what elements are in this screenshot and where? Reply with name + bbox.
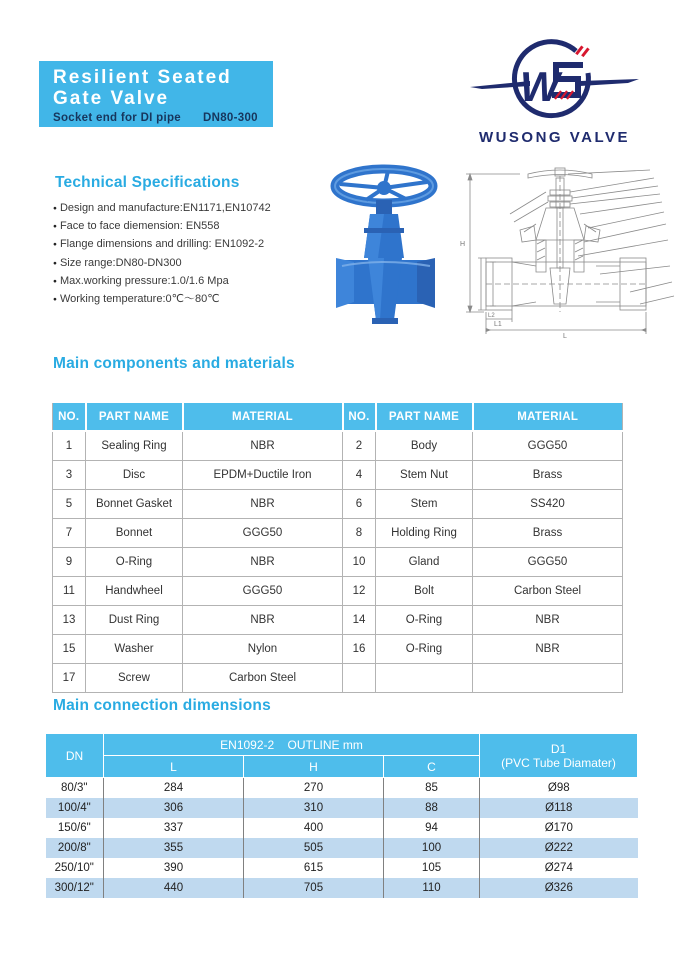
table-cell: 5 — [53, 490, 86, 519]
column-header: PART NAME — [376, 403, 473, 431]
table-cell: 88 — [384, 798, 480, 818]
table-cell: O-Ring — [86, 548, 183, 577]
table-cell: 400 — [244, 818, 384, 838]
product-title-line1: Resilient Seated — [53, 67, 232, 88]
table-cell: Bolt — [376, 577, 473, 606]
table-row — [53, 490, 623, 519]
dimensions-table — [45, 733, 638, 898]
table-cell: Holding Ring — [376, 519, 473, 548]
valve-cross-section-drawing — [450, 162, 682, 340]
tech-specs-heading: Technical Specifications — [55, 174, 240, 191]
table-row — [53, 519, 623, 548]
table-cell: Handwheel — [86, 577, 183, 606]
table-cell: Brass — [473, 519, 623, 548]
table-cell: NBR — [473, 635, 623, 664]
table-cell — [376, 664, 473, 693]
column-header: MATERIAL — [183, 403, 343, 431]
table-cell — [473, 664, 623, 693]
gate-valve-image — [328, 162, 443, 337]
table-cell: GGG50 — [183, 519, 343, 548]
components-header-row — [53, 403, 623, 431]
drawing-label-h: H — [460, 241, 466, 248]
table-cell: Body — [376, 431, 473, 461]
table-cell: NBR — [183, 548, 343, 577]
column-header: PART NAME — [86, 403, 183, 431]
table-cell: 85 — [384, 778, 480, 799]
column-header-dn: DN — [46, 734, 104, 778]
table-cell: 9 — [53, 548, 86, 577]
table-cell: 6 — [343, 490, 376, 519]
table-cell: Ø274 — [480, 858, 638, 878]
table-row — [53, 664, 623, 693]
table-cell: NBR — [183, 490, 343, 519]
table-cell: Carbon Steel — [473, 577, 623, 606]
spec-item: ● Working temperature:0℃～80℃ — [53, 291, 333, 309]
table-cell: SS420 — [473, 490, 623, 519]
table-cell: Nylon — [183, 635, 343, 664]
column-header-l: L — [104, 756, 244, 778]
table-cell: 270 — [244, 778, 384, 799]
column-header-h: H — [244, 756, 384, 778]
table-cell: 17 — [53, 664, 86, 693]
table-row — [46, 838, 638, 858]
d1-sublabel: (PVC Tube Diamater) — [501, 755, 616, 770]
table-cell: 300/12" — [46, 878, 104, 898]
table-cell: 390 — [104, 858, 244, 878]
table-cell: Disc — [86, 461, 183, 490]
table-row — [46, 858, 638, 878]
drawing-label-l2: L2 — [488, 313, 495, 319]
table-cell: Carbon Steel — [183, 664, 343, 693]
table-cell: 80/3" — [61, 782, 88, 794]
table-cell: Gland — [376, 548, 473, 577]
table-row — [53, 461, 623, 490]
table-row — [46, 798, 638, 818]
table-cell: Ø98 — [480, 778, 638, 799]
table-cell: 615 — [244, 858, 384, 878]
table-cell: 4 — [343, 461, 376, 490]
table-cell: 11 — [53, 577, 86, 606]
column-header: NO. — [53, 403, 86, 431]
components-heading: Main components and materials — [53, 355, 295, 372]
components-table — [52, 403, 623, 693]
spec-item: ● Face to face diemension: EN558 — [53, 218, 333, 236]
table-row — [46, 878, 638, 898]
table-cell: EPDM+Ductile Iron — [183, 461, 343, 490]
table-cell: 250/10" — [54, 862, 94, 874]
spec-item: ● Size range:DN80-DN300 — [53, 255, 333, 273]
table-cell: Washer — [86, 635, 183, 664]
column-header: MATERIAL — [473, 403, 623, 431]
valve-drawing — [450, 162, 682, 345]
table-cell: 2 — [343, 431, 376, 461]
table-cell: 12 — [343, 577, 376, 606]
table-cell: O-Ring — [376, 606, 473, 635]
table-cell: 110 — [384, 878, 480, 898]
drawing-label-l1: L1 — [494, 321, 502, 328]
table-cell: 306 — [104, 798, 244, 818]
product-subtitle: Socket end for DI pipe — [53, 112, 182, 124]
table-cell: NBR — [183, 606, 343, 635]
column-header-outline — [104, 734, 480, 756]
drawing-label-l: L — [563, 333, 567, 340]
table-cell: 310 — [244, 798, 384, 818]
table-cell: Screw — [86, 664, 183, 693]
table-cell: 100 — [384, 838, 480, 858]
table-cell: 16 — [343, 635, 376, 664]
table-cell: Stem — [376, 490, 473, 519]
table-cell: 100/4" — [46, 798, 104, 818]
table-cell: GGG50 — [473, 548, 623, 577]
title-block — [39, 61, 273, 127]
column-header-d1 — [480, 734, 638, 778]
table-cell: GGG50 — [183, 577, 343, 606]
table-row — [53, 577, 623, 606]
spec-item: ● Max.working pressure:1.0/1.6 Mpa — [53, 273, 333, 291]
tech-specs-list — [53, 200, 333, 309]
table-cell: 3 — [53, 461, 86, 490]
table-cell: 8 — [343, 519, 376, 548]
table-cell: 15 — [53, 635, 86, 664]
table-cell: 355 — [104, 838, 244, 858]
table-cell: Ø170 — [480, 818, 638, 838]
wusong-logo-icon — [452, 33, 657, 129]
table-cell: Ø326 — [480, 878, 638, 898]
size-range: DN80-300 — [203, 112, 258, 124]
table-cell: 705 — [244, 878, 384, 898]
table-cell: 14 — [343, 606, 376, 635]
table-cell: 505 — [244, 838, 384, 858]
svg-text:W: W — [520, 63, 560, 110]
table-cell: Sealing Ring — [86, 431, 183, 461]
table-cell: Ø118 — [480, 798, 638, 818]
column-header-c: C — [384, 756, 480, 778]
table-cell: Ø222 — [480, 838, 638, 858]
table-row — [46, 778, 638, 799]
table-cell: 105 — [384, 858, 480, 878]
table-cell: Bonnet — [86, 519, 183, 548]
table-cell: O-Ring — [376, 635, 473, 664]
outline-label: EN1092-2 OUTLINE mm — [220, 737, 363, 752]
table-cell: 150/6" — [57, 822, 91, 834]
table-cell: 1 — [53, 431, 86, 461]
table-row — [46, 818, 638, 838]
column-header: NO. — [343, 403, 376, 431]
dimensions-heading: Main connection dimensions — [53, 697, 271, 714]
table-cell: GGG50 — [473, 431, 623, 461]
table-cell — [343, 664, 376, 693]
table-cell: 337 — [104, 818, 244, 838]
table-cell: Dust Ring — [86, 606, 183, 635]
company-logo — [452, 33, 657, 151]
table-cell: NBR — [473, 606, 623, 635]
table-row — [53, 431, 623, 461]
table-cell: Brass — [473, 461, 623, 490]
table-cell: 200/8" — [46, 838, 104, 858]
spec-item: ● Flange dimensions and drilling: EN1092-2 — [53, 236, 333, 254]
product-title-line2: Gate Valve — [53, 88, 170, 109]
table-cell: 440 — [104, 878, 244, 898]
table-cell: Bonnet Gasket — [86, 490, 183, 519]
table-cell: 94 — [384, 818, 480, 838]
table-cell: 10 — [343, 548, 376, 577]
spec-item: ● Design and manufacture:EN1171,EN10742 — [53, 200, 333, 218]
table-cell: 284 — [104, 778, 244, 799]
table-cell: NBR — [183, 431, 343, 461]
brand-name: WUSONG VALVE — [478, 129, 631, 146]
table-cell: Stem Nut — [376, 461, 473, 490]
table-cell: 13 — [53, 606, 86, 635]
table-row — [53, 606, 623, 635]
d1-label: D1 — [550, 741, 567, 756]
table-row — [53, 548, 623, 577]
valve-photo — [328, 162, 443, 342]
dimensions-header-row1 — [46, 734, 638, 756]
table-cell: 7 — [53, 519, 86, 548]
table-row — [53, 635, 623, 664]
